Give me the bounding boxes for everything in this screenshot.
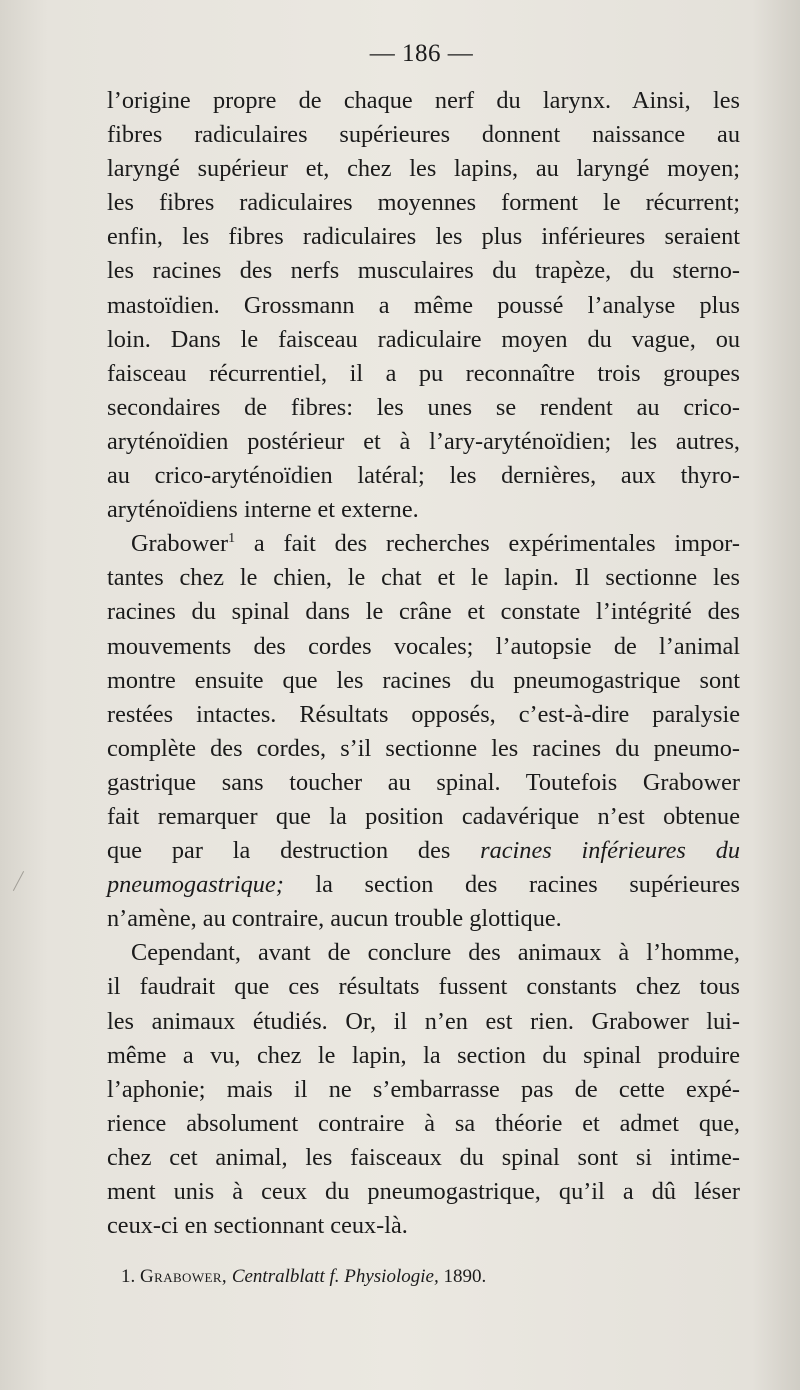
italic-phrase: pneumogastrique; (107, 871, 284, 899)
paragraph-2 (107, 527, 740, 936)
text-line: même a vu, chez le lapin, la section du spinal produire (107, 1041, 740, 1069)
text-fragment: la section des racines supérieures (283, 871, 740, 899)
text-line: tantes chez le chien, le chat et le lapin. Il sectionne les (107, 564, 740, 592)
footnote (121, 1265, 741, 1289)
text-line: restées intactes. Résultats opposés, c’est-à-dire paralysie (107, 700, 740, 728)
text-line: fait remarquer que la position cadavérique n’est obtenue (107, 802, 740, 830)
text-line: mastoïdien. Grossmann a même poussé l’analyse plus (107, 291, 740, 319)
text-fragment: a fait des recherches expérimentales impor- (235, 530, 740, 558)
footnote-author: Grabower, (140, 1266, 228, 1287)
text-line: n’amène, au contraire, aucun trouble glottique. (107, 905, 562, 933)
footnote-year: 1890. (443, 1266, 487, 1287)
margin-mark (13, 871, 24, 891)
text-line (107, 527, 740, 561)
text-line: Cependant, avant de conclure des animaux à l’homme, (131, 939, 740, 967)
text-line: rience absolument contraire à sa théorie et admet que, (107, 1109, 740, 1137)
text-line: l’aphonie; mais il ne s’embarrasse pas de cette expé- (107, 1075, 740, 1103)
text-line: complète des cordes, s’il sectionne les racines du pneumo- (107, 734, 740, 762)
text-line: les animaux étudiés. Or, il n’en est rien. Grabower lui- (107, 1007, 740, 1035)
text-line: mouvements des cordes vocales; l’autopsie de l’animal (107, 632, 740, 660)
text-line (107, 834, 740, 868)
text-line: les fibres radiculaires moyennes forment le récurrent; (107, 189, 740, 217)
text-line: aryténoïdien postérieur et à l’ary-aryténoïdien; les autres, (107, 427, 740, 455)
text-line: au crico-aryténoïdien latéral; les dernières, aux thyro- (107, 462, 740, 490)
text-line: laryngé supérieur et, chez les lapins, au laryngé moyen; (107, 155, 740, 183)
paragraph-3 (107, 936, 740, 1243)
text-line: faisceau récurrentiel, il a pu reconnaître trois groupes (107, 359, 740, 387)
italic-phrase: racines inférieures du (480, 837, 741, 865)
text-line: loin. Dans le faisceau radiculaire moyen du vague, ou (107, 325, 740, 353)
page-number: — 186 — (369, 40, 474, 67)
text-line: racines du spinal dans le crâne et constate l’intégrité des (107, 598, 740, 626)
author-name: Grabower (131, 530, 229, 558)
text-line: les racines des nerfs musculaires du trapèze, du sterno- (107, 257, 740, 285)
text-line (107, 868, 740, 902)
text-line: chez cet animal, les faisceaux du spinal sont si intime- (107, 1143, 740, 1171)
text-line: l’origine propre de chaque nerf du larynx. Ainsi, les (107, 87, 740, 114)
text-line: secondaires de fibres: les unes se rendent au crico- (107, 393, 740, 421)
text-line: il faudrait que ces résultats fussent constants chez tous (107, 973, 740, 1001)
text-line: enfin, les fibres radiculaires les plus inférieures seraient (107, 223, 740, 251)
paragraph-1 (107, 84, 740, 527)
text-line: ment unis à ceux du pneumogastrique, qu’il a dû léser (107, 1178, 740, 1205)
footnote-journal: Centralblatt f. Physiologie, (231, 1266, 439, 1287)
text-line: ceux-ci en sectionnant ceux-là. (107, 1212, 408, 1240)
text-fragment: que par la destruction des (107, 837, 481, 865)
footnote-number: 1. (121, 1266, 136, 1287)
text-line: fibres radiculaires supérieures donnent naissance au (107, 121, 740, 149)
text-line: aryténoïdiens interne et externe. (107, 496, 419, 524)
body-text (107, 84, 740, 1243)
text-line: gastrique sans toucher au spinal. Toutefois Grabower (107, 768, 740, 796)
text-line: montre ensuite que les racines du pneumogastrique sont (107, 666, 740, 694)
footnote-reference[interactable]: 1 (228, 531, 236, 547)
